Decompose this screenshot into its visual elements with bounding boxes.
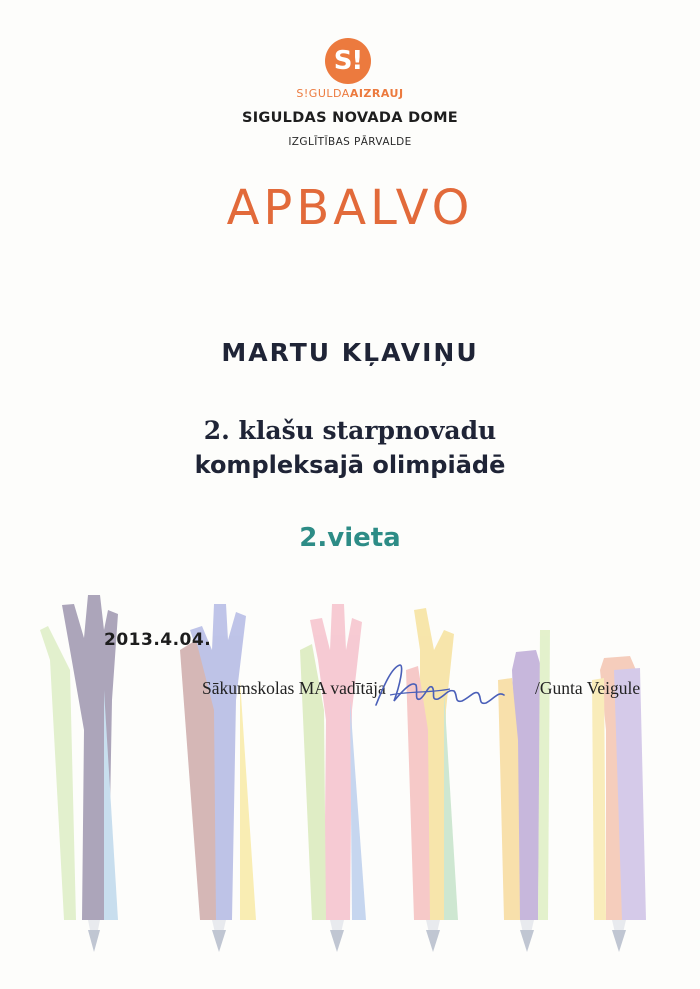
hand-3 [300, 604, 366, 950]
recipient-name: MARTU KĻAVIŅU [221, 338, 479, 367]
sigulda-logo [325, 38, 371, 84]
event-line-2: kompleksajā olimpiādē [194, 451, 506, 479]
department-name: IZGLĪTĪBAS PĀRVALDE [288, 136, 412, 148]
place-award: 2.vieta [299, 523, 401, 553]
handwritten-signature [370, 655, 520, 725]
award-title: APBALVO [226, 180, 474, 236]
signatory-title: Sākumskolas MA vadītāja [202, 678, 386, 698]
hand-6 [592, 656, 646, 950]
council-name: SIGULDAS NOVADA DOME [241, 110, 459, 126]
award-date: 2013.4.04. [104, 630, 212, 650]
signatory-name: /Gunta Veigule [535, 678, 641, 698]
event-line-1: 2. klašu starpnovadu [203, 416, 497, 445]
logo-mark: S! [333, 46, 363, 76]
logo-wordmark: S!GULDAAIZRAUJ [296, 87, 404, 100]
hand-2 [180, 604, 256, 950]
